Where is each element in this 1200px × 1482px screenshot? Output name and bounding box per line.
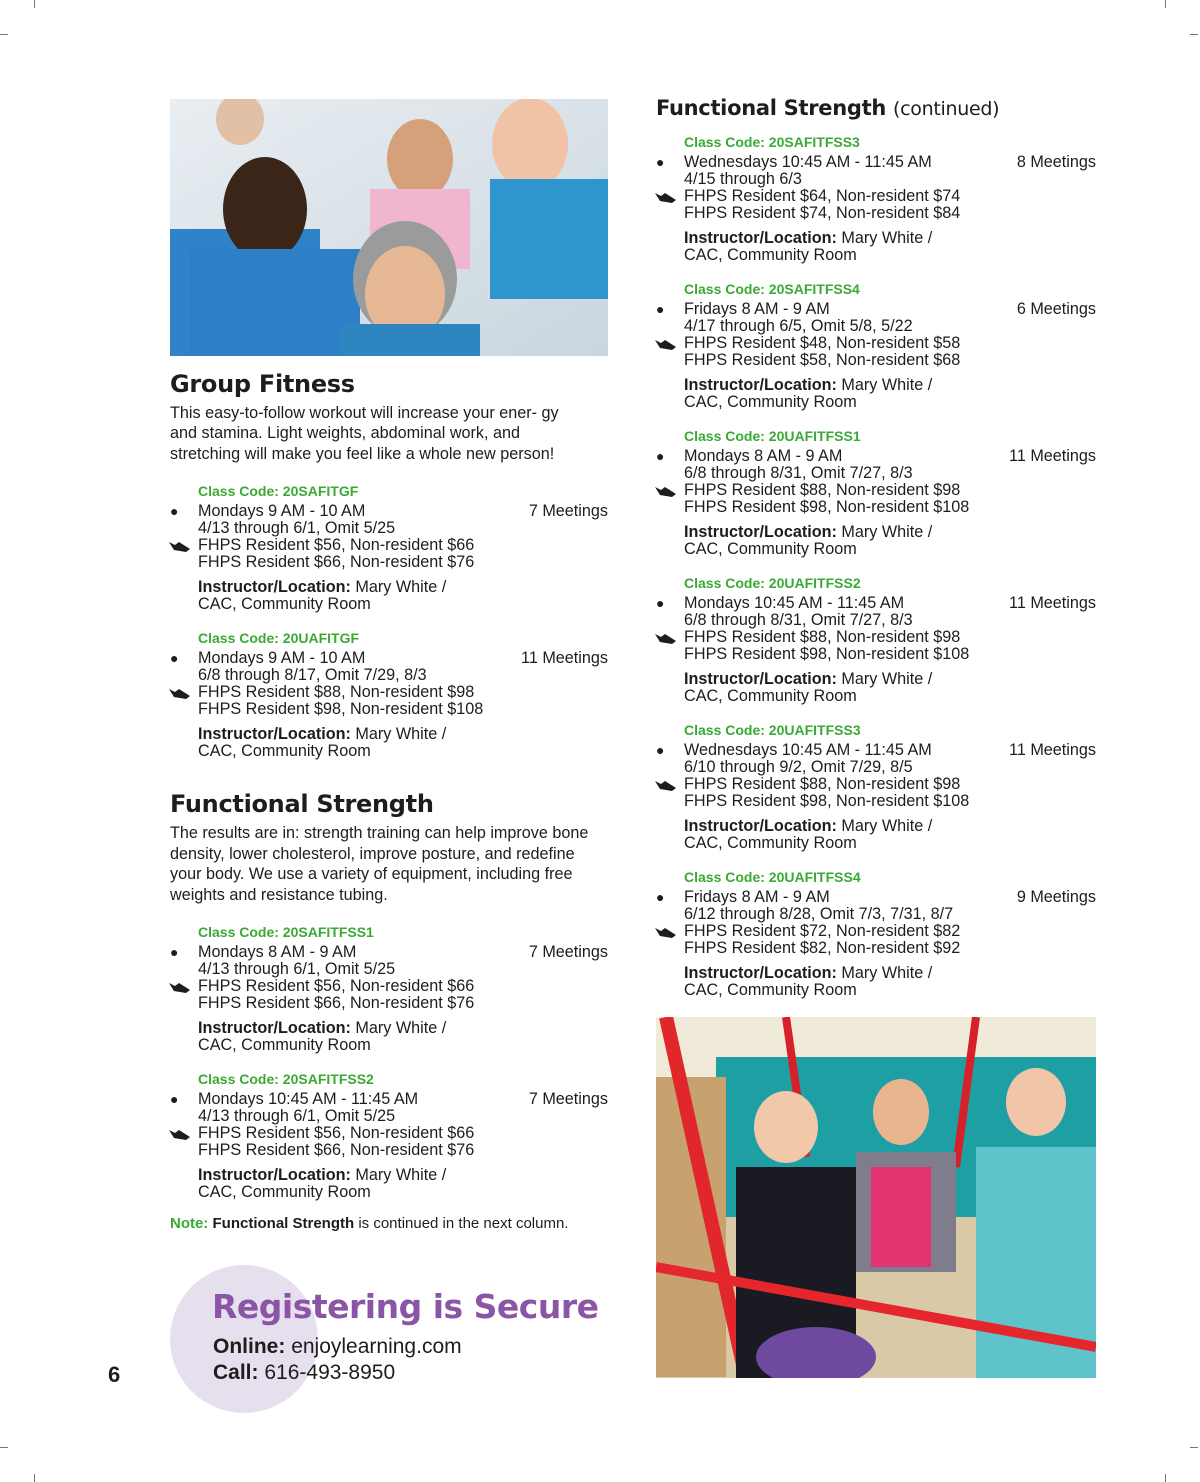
location: CAC, Community Room — [684, 246, 857, 265]
shoe-icon — [168, 686, 192, 700]
shoe-icon — [654, 778, 678, 792]
crop-mark — [1165, 0, 1166, 8]
class-code: Class Code: 20UAFITFSS1 — [684, 428, 861, 445]
regular-fee: FHPS Resident $66, Non-resident $76 — [198, 994, 475, 1013]
class-code: Class Code: 20SAFITFSS4 — [684, 281, 860, 298]
instructor-label: Instructor/Location: — [684, 817, 837, 836]
meeting-count: 11 Meetings — [1009, 741, 1096, 760]
class-schedule: Fridays 8 AM - 9 AM — [684, 888, 830, 907]
early-fee: FHPS Resident $88, Non-resident $98 — [198, 683, 475, 702]
regular-fee: FHPS Resident $66, Non-resident $76 — [198, 1141, 475, 1160]
shoe-icon — [168, 1127, 192, 1141]
group-fitness-description: This easy-to-follow workout will increase your ener- gy and stamina. Light weights, abdominal work, and stretching will make you feel like a whole new person! — [170, 403, 559, 463]
instructor-name: Mary White / — [355, 1019, 447, 1038]
meeting-count: 8 Meetings — [1016, 153, 1096, 172]
crop-mark — [1190, 1447, 1198, 1448]
location: CAC, Community Room — [684, 393, 857, 412]
instructor-label: Instructor/Location: — [198, 1166, 351, 1185]
shoe-icon — [168, 539, 192, 553]
class-schedule: Mondays 10:45 AM - 11:45 AM — [198, 1090, 419, 1109]
location: CAC, Community Room — [198, 1183, 371, 1202]
instructor-label: Instructor/Location: — [684, 229, 837, 248]
meeting-count: 9 Meetings — [1016, 888, 1096, 907]
crop-mark — [0, 1447, 8, 1448]
location: CAC, Community Room — [684, 687, 857, 706]
early-fee: FHPS Resident $56, Non-resident $66 — [198, 977, 475, 996]
location: CAC, Community Room — [684, 834, 857, 853]
meeting-count: 6 Meetings — [1016, 300, 1096, 319]
section-title-text: Functional Strength — [656, 96, 886, 120]
class-dates: 4/13 through 6/1, Omit 5/25 — [198, 519, 396, 538]
class-dates: 6/8 through 8/31, Omit 7/27, 8/3 — [684, 464, 913, 483]
early-fee: FHPS Resident $88, Non-resident $98 — [684, 481, 961, 500]
early-fee: FHPS Resident $88, Non-resident $98 — [684, 775, 961, 794]
right-class-list — [656, 133, 1096, 999]
instructor-name: Mary White / — [355, 578, 447, 597]
meeting-count: 7 Meetings — [528, 943, 608, 962]
instructor-name: Mary White / — [841, 817, 933, 836]
class-code: Class Code: 20UAFITFSS2 — [684, 575, 861, 592]
online-label: Online: — [213, 1335, 286, 1358]
class-code: Class Code: 20SAFITGF — [198, 483, 359, 500]
location: CAC, Community Room — [198, 595, 371, 614]
crop-mark — [0, 34, 8, 35]
instructor-name: Mary White / — [841, 964, 933, 983]
continued-label: (continued) — [893, 98, 1000, 120]
class-dates: 4/15 through 6/3 — [684, 170, 802, 189]
class-dates: 6/10 through 9/2, Omit 7/29, 8/5 — [684, 758, 913, 777]
class-code: Class Code: 20SAFITFSS3 — [684, 134, 860, 151]
instructor-name: Mary White / — [841, 376, 933, 395]
instructor-label: Instructor/Location: — [198, 725, 351, 744]
bullet: ● — [656, 154, 665, 171]
note-text: is continued in the next column. — [354, 1215, 569, 1233]
class-dates: 6/8 through 8/17, Omit 7/29, 8/3 — [198, 666, 427, 685]
class-dates: 4/17 through 6/5, Omit 5/8, 5/22 — [684, 317, 913, 336]
instructor-name: Mary White / — [841, 523, 933, 542]
functional-strength-title: Functional Strength — [170, 790, 434, 819]
crop-mark — [34, 0, 35, 8]
call-label: Call: — [213, 1361, 259, 1384]
functional-strength-description: The results are in: strength training can help improve bone density, lower cholesterol, improve posture, and redefine your body. We use a variety of equipment, including free weights and resistance tubing. — [170, 824, 589, 904]
class-schedule: Fridays 8 AM - 9 AM — [684, 300, 830, 319]
class-schedule: Mondays 8 AM - 9 AM — [684, 447, 843, 466]
class-schedule: Mondays 9 AM - 10 AM — [198, 649, 366, 668]
early-fee: FHPS Resident $56, Non-resident $66 — [198, 1124, 475, 1143]
bullet: ● — [170, 944, 179, 961]
instructor-name: Mary White / — [841, 229, 933, 248]
online-link[interactable]: enjoylearning.com — [291, 1335, 462, 1358]
registration-title: Registering is Secure — [212, 1287, 599, 1326]
shoe-icon — [654, 337, 678, 351]
class-dates: 6/12 through 8/28, Omit 7/3, 7/31, 8/7 — [684, 905, 954, 924]
instructor-label: Instructor/Location: — [198, 1019, 351, 1038]
class-code: Class Code: 20UAFITFSS3 — [684, 722, 861, 739]
registration-call[interactable] — [213, 1361, 395, 1385]
right-column — [656, 96, 1096, 1378]
meeting-count: 11 Meetings — [1009, 447, 1096, 466]
early-fee: FHPS Resident $88, Non-resident $98 — [684, 628, 961, 647]
bullet: ● — [656, 889, 665, 906]
instructor-label: Instructor/Location: — [198, 578, 351, 597]
regular-fee: FHPS Resident $74, Non-resident $84 — [684, 204, 961, 223]
functional-strength-continued-title — [656, 96, 1096, 121]
class-listing — [656, 721, 1096, 853]
shoe-icon — [654, 484, 678, 498]
location: CAC, Community Room — [198, 1036, 371, 1055]
note-label: Note: — [170, 1215, 209, 1233]
class-listing — [170, 923, 608, 1055]
class-dates: 6/8 through 8/31, Omit 7/27, 8/3 — [684, 611, 913, 630]
class-schedule: Mondays 10:45 AM - 11:45 AM — [684, 594, 905, 613]
meeting-count: 7 Meetings — [528, 502, 608, 521]
shoe-icon — [654, 925, 678, 939]
bullet: ● — [656, 301, 665, 318]
early-fee: FHPS Resident $48, Non-resident $58 — [684, 334, 961, 353]
early-fee: FHPS Resident $56, Non-resident $66 — [198, 536, 475, 555]
bullet: ● — [170, 650, 179, 667]
bullet: ● — [656, 742, 665, 759]
meeting-count: 11 Meetings — [521, 649, 608, 668]
continuation-note — [170, 1215, 608, 1232]
regular-fee: FHPS Resident $98, Non-resident $108 — [684, 645, 970, 664]
location: CAC, Community Room — [684, 981, 857, 1000]
bullet: ● — [170, 1091, 179, 1108]
group-fitness-photo — [170, 99, 608, 356]
meeting-count: 11 Meetings — [1009, 594, 1096, 613]
bullet: ● — [656, 448, 665, 465]
class-dates: 4/13 through 6/1, Omit 5/25 — [198, 1107, 396, 1126]
location: CAC, Community Room — [684, 540, 857, 559]
instructor-label: Instructor/Location: — [684, 670, 837, 689]
bullet: ● — [170, 503, 179, 520]
crop-mark — [1190, 34, 1198, 35]
class-listing — [170, 629, 608, 761]
resistance-band-class-photo — [656, 1017, 1096, 1378]
class-dates: 4/13 through 6/1, Omit 5/25 — [198, 960, 396, 979]
class-schedule: Mondays 8 AM - 9 AM — [198, 943, 357, 962]
regular-fee: FHPS Resident $98, Non-resident $108 — [198, 700, 484, 719]
instructor-name: Mary White / — [355, 1166, 447, 1185]
class-code: Class Code: 20UAFITGF — [198, 630, 360, 647]
regular-fee: FHPS Resident $98, Non-resident $108 — [684, 792, 970, 811]
group-fitness-title: Group Fitness — [170, 370, 355, 398]
class-schedule: Mondays 9 AM - 10 AM — [198, 502, 366, 521]
class-schedule: Wednesdays 10:45 AM - 11:45 AM — [684, 741, 932, 760]
regular-fee: FHPS Resident $58, Non-resident $68 — [684, 351, 961, 370]
class-code: Class Code: 20SAFITFSS2 — [198, 1071, 374, 1088]
class-code: Class Code: 20SAFITFSS1 — [198, 924, 374, 941]
location: CAC, Community Room — [198, 742, 371, 761]
instructor-label: Instructor/Location: — [684, 523, 837, 542]
regular-fee: FHPS Resident $66, Non-resident $76 — [198, 553, 475, 572]
class-code: Class Code: 20UAFITFSS4 — [684, 869, 861, 886]
regular-fee: FHPS Resident $82, Non-resident $92 — [684, 939, 961, 958]
crop-mark — [1165, 1474, 1166, 1482]
shoe-icon — [654, 190, 678, 204]
instructor-name: Mary White / — [355, 725, 447, 744]
instructor-label: Instructor/Location: — [684, 964, 837, 983]
class-listing — [656, 280, 1096, 412]
page-number: 6 — [108, 1362, 121, 1387]
crop-mark — [34, 1474, 35, 1482]
bullet: ● — [656, 595, 665, 612]
shoe-icon — [654, 631, 678, 645]
shoe-icon — [168, 980, 192, 994]
phone-number[interactable]: 616-493-8950 — [264, 1361, 396, 1384]
early-fee: FHPS Resident $64, Non-resident $74 — [684, 187, 961, 206]
class-listing — [656, 868, 1096, 1000]
early-fee: FHPS Resident $72, Non-resident $82 — [684, 922, 961, 941]
class-listing — [170, 1070, 608, 1202]
meeting-count: 7 Meetings — [528, 1090, 608, 1109]
class-listing — [656, 133, 1096, 265]
instructor-label: Instructor/Location: — [684, 376, 837, 395]
left-column — [170, 99, 608, 1232]
regular-fee: FHPS Resident $98, Non-resident $108 — [684, 498, 970, 517]
instructor-name: Mary White / — [841, 670, 933, 689]
class-listing — [656, 574, 1096, 706]
registration-online[interactable] — [213, 1335, 462, 1359]
class-listing — [656, 427, 1096, 559]
note-bold: Functional Strength — [212, 1215, 355, 1233]
class-listing — [170, 482, 608, 614]
class-schedule: Wednesdays 10:45 AM - 11:45 AM — [684, 153, 932, 172]
